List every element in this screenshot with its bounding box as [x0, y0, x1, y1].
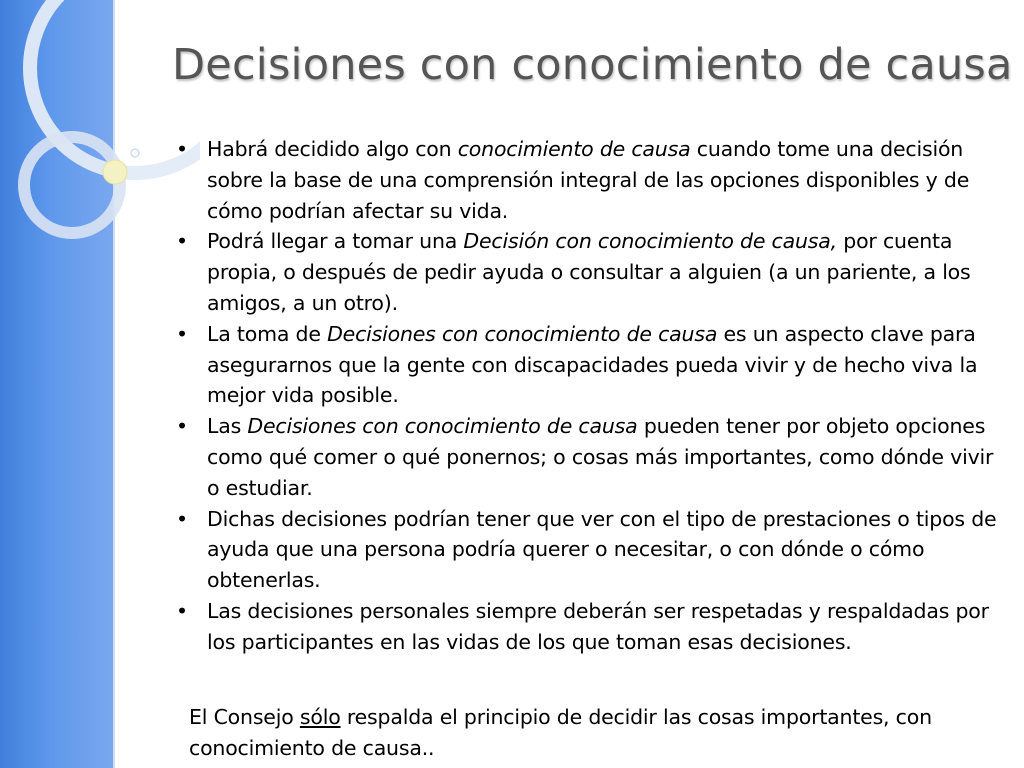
bullet-marker: • — [176, 321, 188, 346]
tiny-ring-shape — [131, 149, 139, 157]
bullet-marker: • — [176, 137, 188, 161]
decorative-rings — [0, 0, 200, 300]
bullet-item-5: • Dichas decisiones podrían tener que ver con el tipo de prestaciones o tipos de ayuda que una persona podría querer o necesitar, o con dónde o cómo obtenerlas. — [172, 504, 1004, 596]
bullet-item-2: • Podrá llegar a tomar una Decisión con conocimiento de causa, por cuenta propia, o después de pedir ayuda o consultar a alguien (a un pariente, a los amigos, a un otro). — [172, 226, 1004, 318]
bullet-item-6: • Las decisiones personales siempre deberán ser respetadas y respaldadas por los participantes en las vidas de los que toman esas decisiones. — [172, 596, 1004, 658]
bullet-list — [172, 134, 1004, 658]
bullet-item-4: • Las Decisiones con conocimiento de causa pueden tener por objeto opciones como qué comer o qué ponernos; o cosas más importantes, como dónde vivir o estudiar. — [172, 411, 1004, 503]
yellow-dot-shape — [103, 160, 127, 184]
slide-title: Decisiones con conocimiento de causa — [172, 40, 1013, 90]
underlined-word: sólo — [299, 705, 341, 729]
bullet-marker: • — [176, 506, 188, 531]
bullet-marker: • — [176, 414, 188, 439]
bullet-item-1: • Habrá decidido algo con conocimiento de causa cuando tome una decisión sobre la base de una comprensión integral de las opciones disponibles y de cómo podrían afectar su vida. — [172, 134, 1004, 226]
bullet-marker: • — [176, 229, 188, 254]
council-note: El Consejo sólo respalda el principio de decidir las cosas importantes, con conocimiento de causa.. — [189, 705, 932, 760]
bullet-marker: • — [176, 598, 188, 623]
bullet-item-3: • La toma de Decisiones con conocimiento de causa es un aspecto clave para asegurarnos que la gente con discapacidades pueda vivir y de hecho viva la mejor vida posible. — [172, 319, 1004, 411]
